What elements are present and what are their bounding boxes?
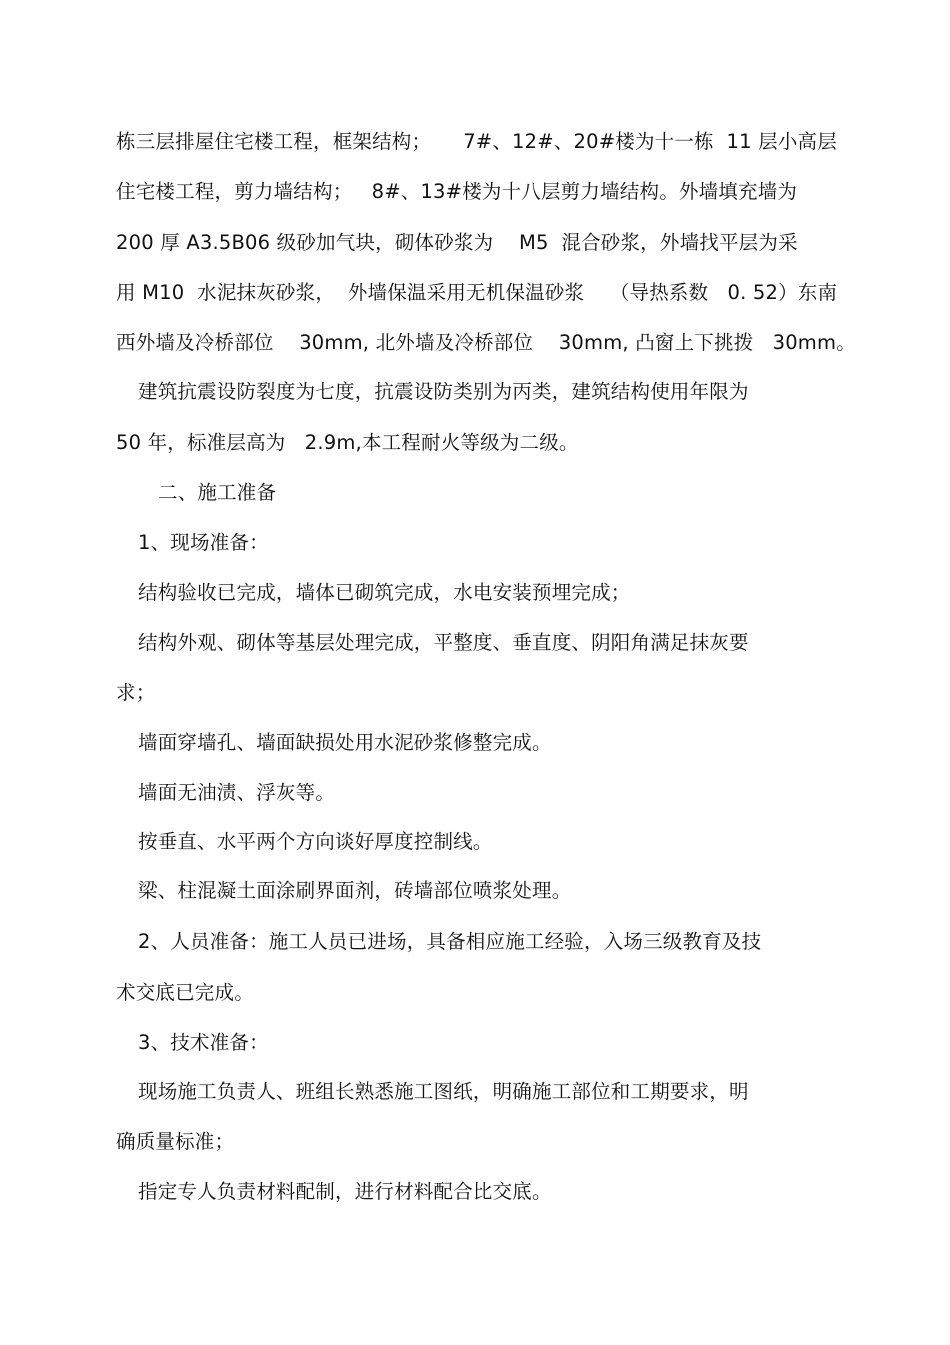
paragraph-line: 结构验收已完成，墙体已砌筑完成，水电安装预埋完成； [138,581,631,604]
paragraph-line: 西外墙及冷桥部位 30mm, 北外墙及冷桥部位 30mm, 凸窗上下挑拨 30mm。 [116,331,856,354]
paragraph-line: 术交底已完成。 [116,981,254,1004]
paragraph-line: 按垂直、水平两个方向谈好厚度控制线。 [138,830,493,853]
paragraph-line: 确质量标准； [116,1130,235,1153]
paragraph-line: 建筑抗震设防裂度为七度，抗震设防类别为丙类，建筑结构使用年限为 [138,380,749,403]
paragraph-line: 200 厚 A3.5B06 级砂加气块，砌体砂浆为 M5 混合砂浆，外墙找平层为采 [116,231,798,254]
paragraph-line: 梁、柱混凝土面涂刷界面剂，砖墙部位喷浆处理。 [138,879,572,902]
subsection-heading: 2、人员准备：施工人员已进场，具备相应施工经验，入场三级教育及技 [138,930,762,953]
section-heading: 二、施工准备 [158,481,277,504]
subsection-heading: 1、现场准备： [138,531,269,554]
paragraph-line: 现场施工负责人、班组长熟悉施工图纸，明确施工部位和工期要求，明 [138,1080,749,1103]
subsection-heading: 3、技术准备： [138,1031,269,1054]
paragraph-line: 指定专人负责材料配制，进行材料配合比交底。 [138,1180,552,1203]
paragraph-line: 墙面无油渍、浮灰等。 [138,781,336,804]
paragraph-line: 住宅楼工程，剪力墙结构； 8#、13#楼为十八层剪力墙结构。外墙填充墙为 [116,180,798,203]
paragraph-line: 用 M10 水泥抹灰砂浆， 外墙保温采用无机保温砂浆 （导热系数 0. 52）东南 [116,281,838,304]
paragraph-line: 栋三层排屋住宅楼工程，框架结构； 7#、12#、20#楼为十一栋 11 层小高层 [116,130,837,153]
paragraph-line: 墙面穿墙孔、墙面缺损处用水泥砂浆修整完成。 [138,731,552,754]
paragraph-line: 结构外观、砌体等基层处理完成，平整度、垂直度、阴阳角满足抹灰要 [138,631,749,654]
paragraph-line: 求； [116,681,156,704]
paragraph-line: 50 年，标准层高为 2.9m,本工程耐火等级为二级。 [116,431,579,454]
